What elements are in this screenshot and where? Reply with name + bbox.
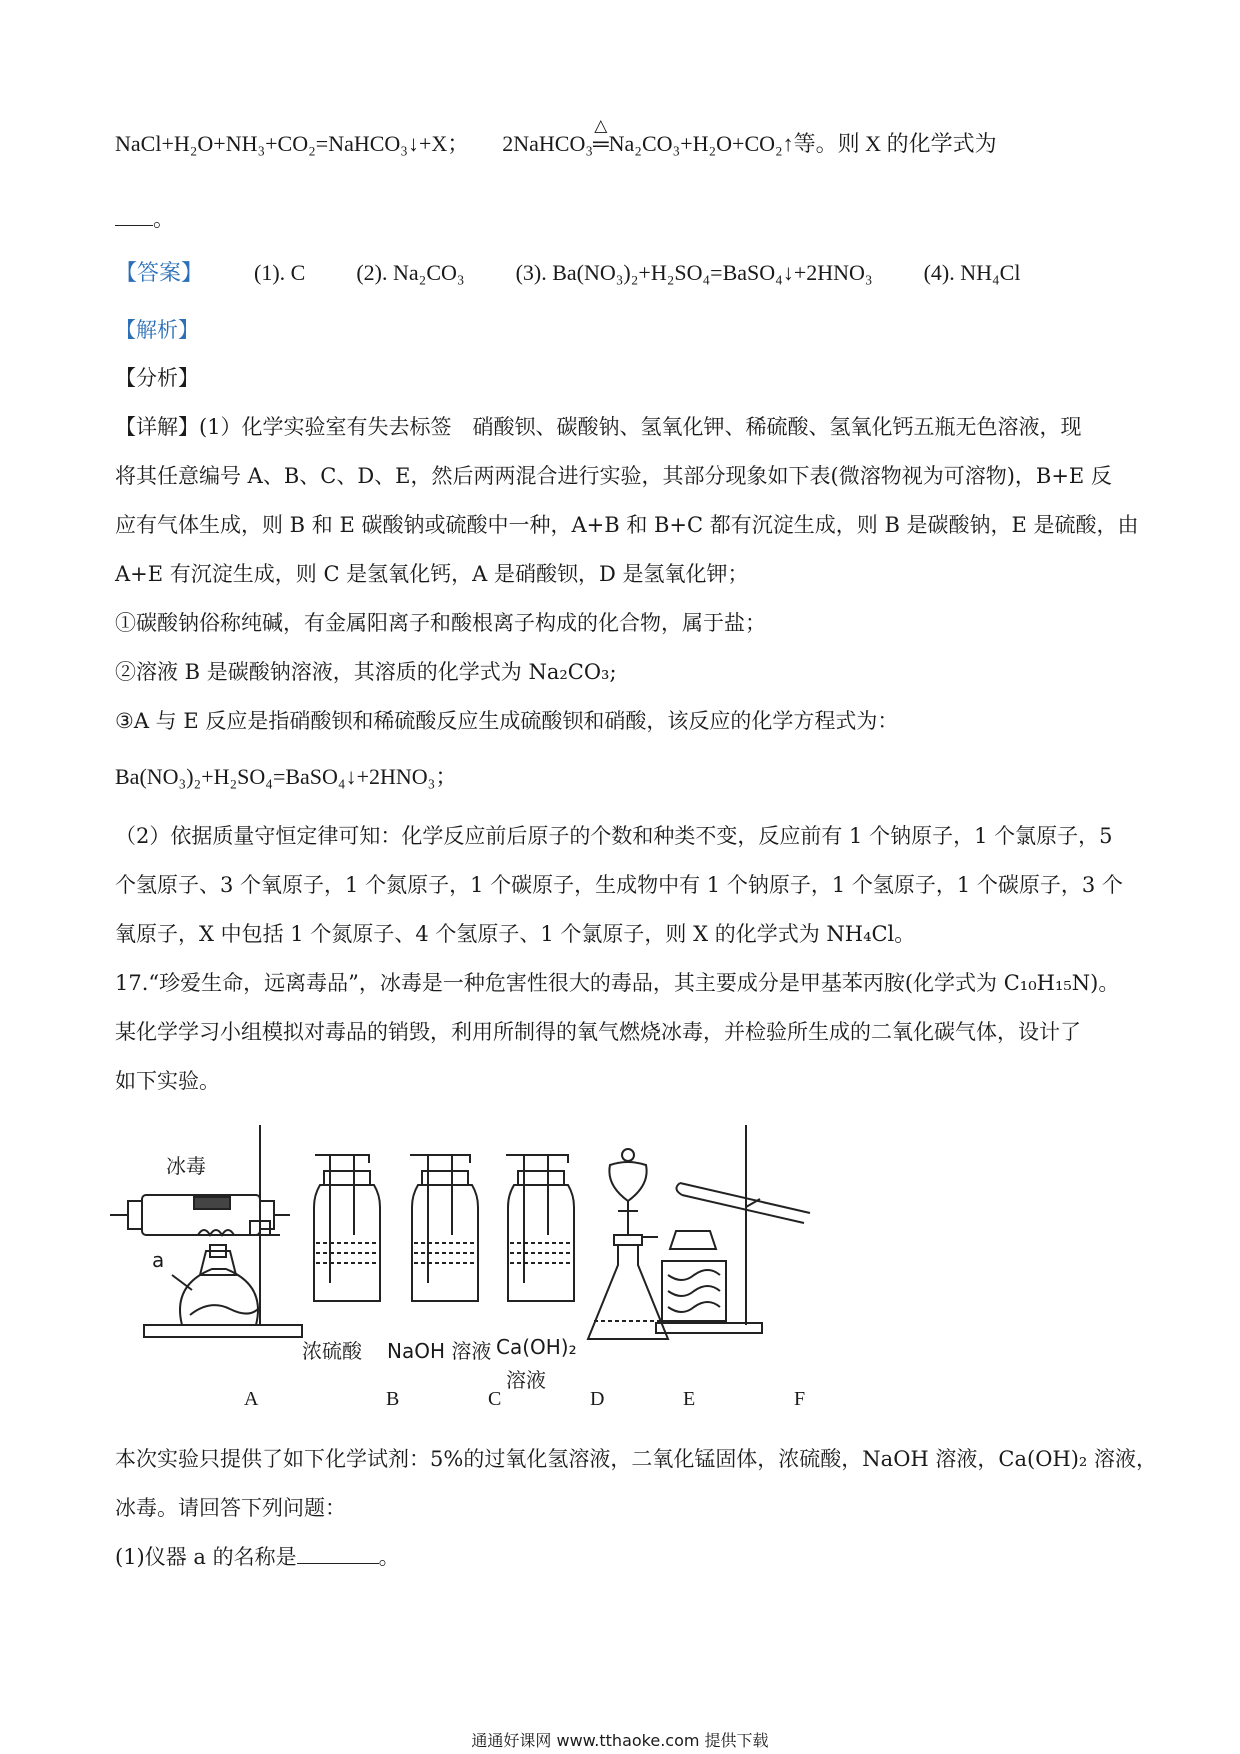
reaction-2-products: Na₂CO₃+H₂O+CO₂↑等。则 X 的化学式为 (608, 131, 997, 156)
question-17-line: 17.“珍爱生命，远离毒品”，冰毒是一种危害性很大的毒品，其主要成分是甲基苯丙胺(化学式为 C₁₀H₁₅N)。 (115, 971, 1120, 995)
question-17-line: 某化学学习小组模拟对毒品的销毁，利用所制得的氧气燃烧冰毒，并检验所生成的二氧化碳气体，设计了 (115, 1020, 1081, 1044)
question-1-blank[interactable] (297, 1545, 379, 1564)
detail-line: ①碳酸钠俗称纯碱，有金属阳离子和酸根离子构成的化合物，属于盐； (115, 611, 766, 635)
reagent-line: 冰毒。请回答下列问题： (115, 1496, 346, 1520)
detail-line: 【详解】(1）化学实验室有失去标签 硝酸钡、碳酸钠、氢氧化钾、稀硫酸、氢氧化钙五瓶无色溶液，现 (115, 415, 1082, 439)
label-naoh: NaOH 溶液 (387, 1339, 492, 1363)
part2-line: （2）依据质量守恒定律可知：化学反应前后原子的个数和种类不变，反应前有 1 个钠原子，1 个氯原子，5 (115, 824, 1113, 848)
part2-line: 氧原子，X 中包括 1 个氮原子、4 个氢原子、1 个氯原子，则 X 的化学式为 NH₄Cl。 (115, 922, 916, 946)
detail-line: 将其任意编号 A、B、C、D、E，然后两两混合进行实验，其部分现象如下表(微溶物视为可溶物)，B+E 反 (115, 464, 1112, 488)
period: 。 (153, 207, 174, 231)
question-17-line: 如下实验。 (115, 1069, 220, 1093)
answer-1: (1). C (254, 260, 306, 285)
apparatus-f (656, 1125, 810, 1333)
figure-letter-e: E (683, 1388, 696, 1410)
apparatus-e (588, 1149, 668, 1339)
page-footer: 通通好课网 www.tthaoke.com 提供下载 (471, 1731, 769, 1750)
heat-condition (593, 116, 609, 159)
reaction-2-reactant: 2NaHCO₃ (502, 131, 594, 156)
reaction-1: NaCl+H₂O+NH₃+CO₂=NaHCO₃↓+X； (115, 131, 470, 156)
apparatus-figure (110, 1125, 910, 1370)
apparatus-d (506, 1155, 574, 1301)
figure-letter-c: C (488, 1388, 502, 1410)
equals-sign: ═ (593, 131, 609, 156)
detail-line: ②溶液 B 是碳酸钠溶液，其溶质的化学式为 Na₂CO₃; (115, 660, 617, 684)
question-1-end: 。 (378, 1545, 400, 1569)
equation-3: Ba(NO₃)₂+H₂SO₄=BaSO₄↓+2HNO₃； (115, 764, 458, 789)
label-caoh2: Ca(OH)₂ (496, 1335, 577, 1359)
figure-letter-f: F (794, 1388, 806, 1410)
question-1-line (115, 1542, 400, 1572)
figure-letter-b: B (386, 1388, 400, 1410)
answer-3-equation: Ba(NO₃)₂+H₂SO₄=BaSO₄↓+2HNO₃ (552, 260, 873, 285)
detail-line: A+E 有沉淀生成，则 C 是氢氧化钙，A 是硝酸钡，D 是氢氧化钾； (115, 562, 749, 586)
delta-symbol: △ (594, 116, 608, 135)
detail-line: 应有气体生成，则 B 和 E 碳酸钠或硫酸中一种，A+B 和 B+C 都有沉淀生成，则 B 是碳酸钠，E 是硫酸，由 (115, 513, 1139, 537)
part2-line: 个氢原子、3 个氧原子，1 个氮原子，1 个碳原子，生成物中有 1 个钠原子，1 个氢原子，1 个碳原子，3 个 (115, 873, 1123, 897)
question-1-text: (1)仪器 a 的名称是 (115, 1545, 297, 1569)
answer-2: (2). Na₂CO₃ (356, 260, 465, 285)
label-rongye: 溶液 (506, 1368, 546, 1392)
answer-blank (115, 207, 153, 226)
answer-3-label: (3). (515, 260, 547, 285)
apparatus-a (110, 1125, 302, 1337)
figure-letter-a: A (244, 1388, 259, 1410)
label-bingdu: 冰毒 (166, 1154, 206, 1178)
label-a: a (152, 1248, 165, 1272)
reagent-line: 本次实验只提供了如下化学试剂：5%的过氧化氢溶液，二氧化锰固体，浓硫酸，NaOH 溶液，Ca(OH)₂ 溶液， (115, 1447, 1158, 1471)
answer-4: (4). NH₄Cl (923, 260, 1021, 285)
apparatus-b (314, 1155, 380, 1301)
answer-tag: 【答案】 (115, 260, 204, 285)
jiexi-tag: 【解析】 (115, 318, 199, 342)
figure-letter-d: D (590, 1388, 605, 1410)
detail-line: ③A 与 E 反应是指硝酸钡和稀硫酸反应生成硫酸钡和硝酸，该反应的化学方程式为： (115, 709, 899, 733)
fenxi-tag: 【分析】 (115, 366, 199, 390)
answer-line (115, 258, 1020, 288)
apparatus-c (410, 1155, 478, 1301)
equation-line (115, 116, 997, 159)
answer-blank-line (115, 204, 174, 234)
label-nongliusuan: 浓硫酸 (302, 1339, 362, 1363)
